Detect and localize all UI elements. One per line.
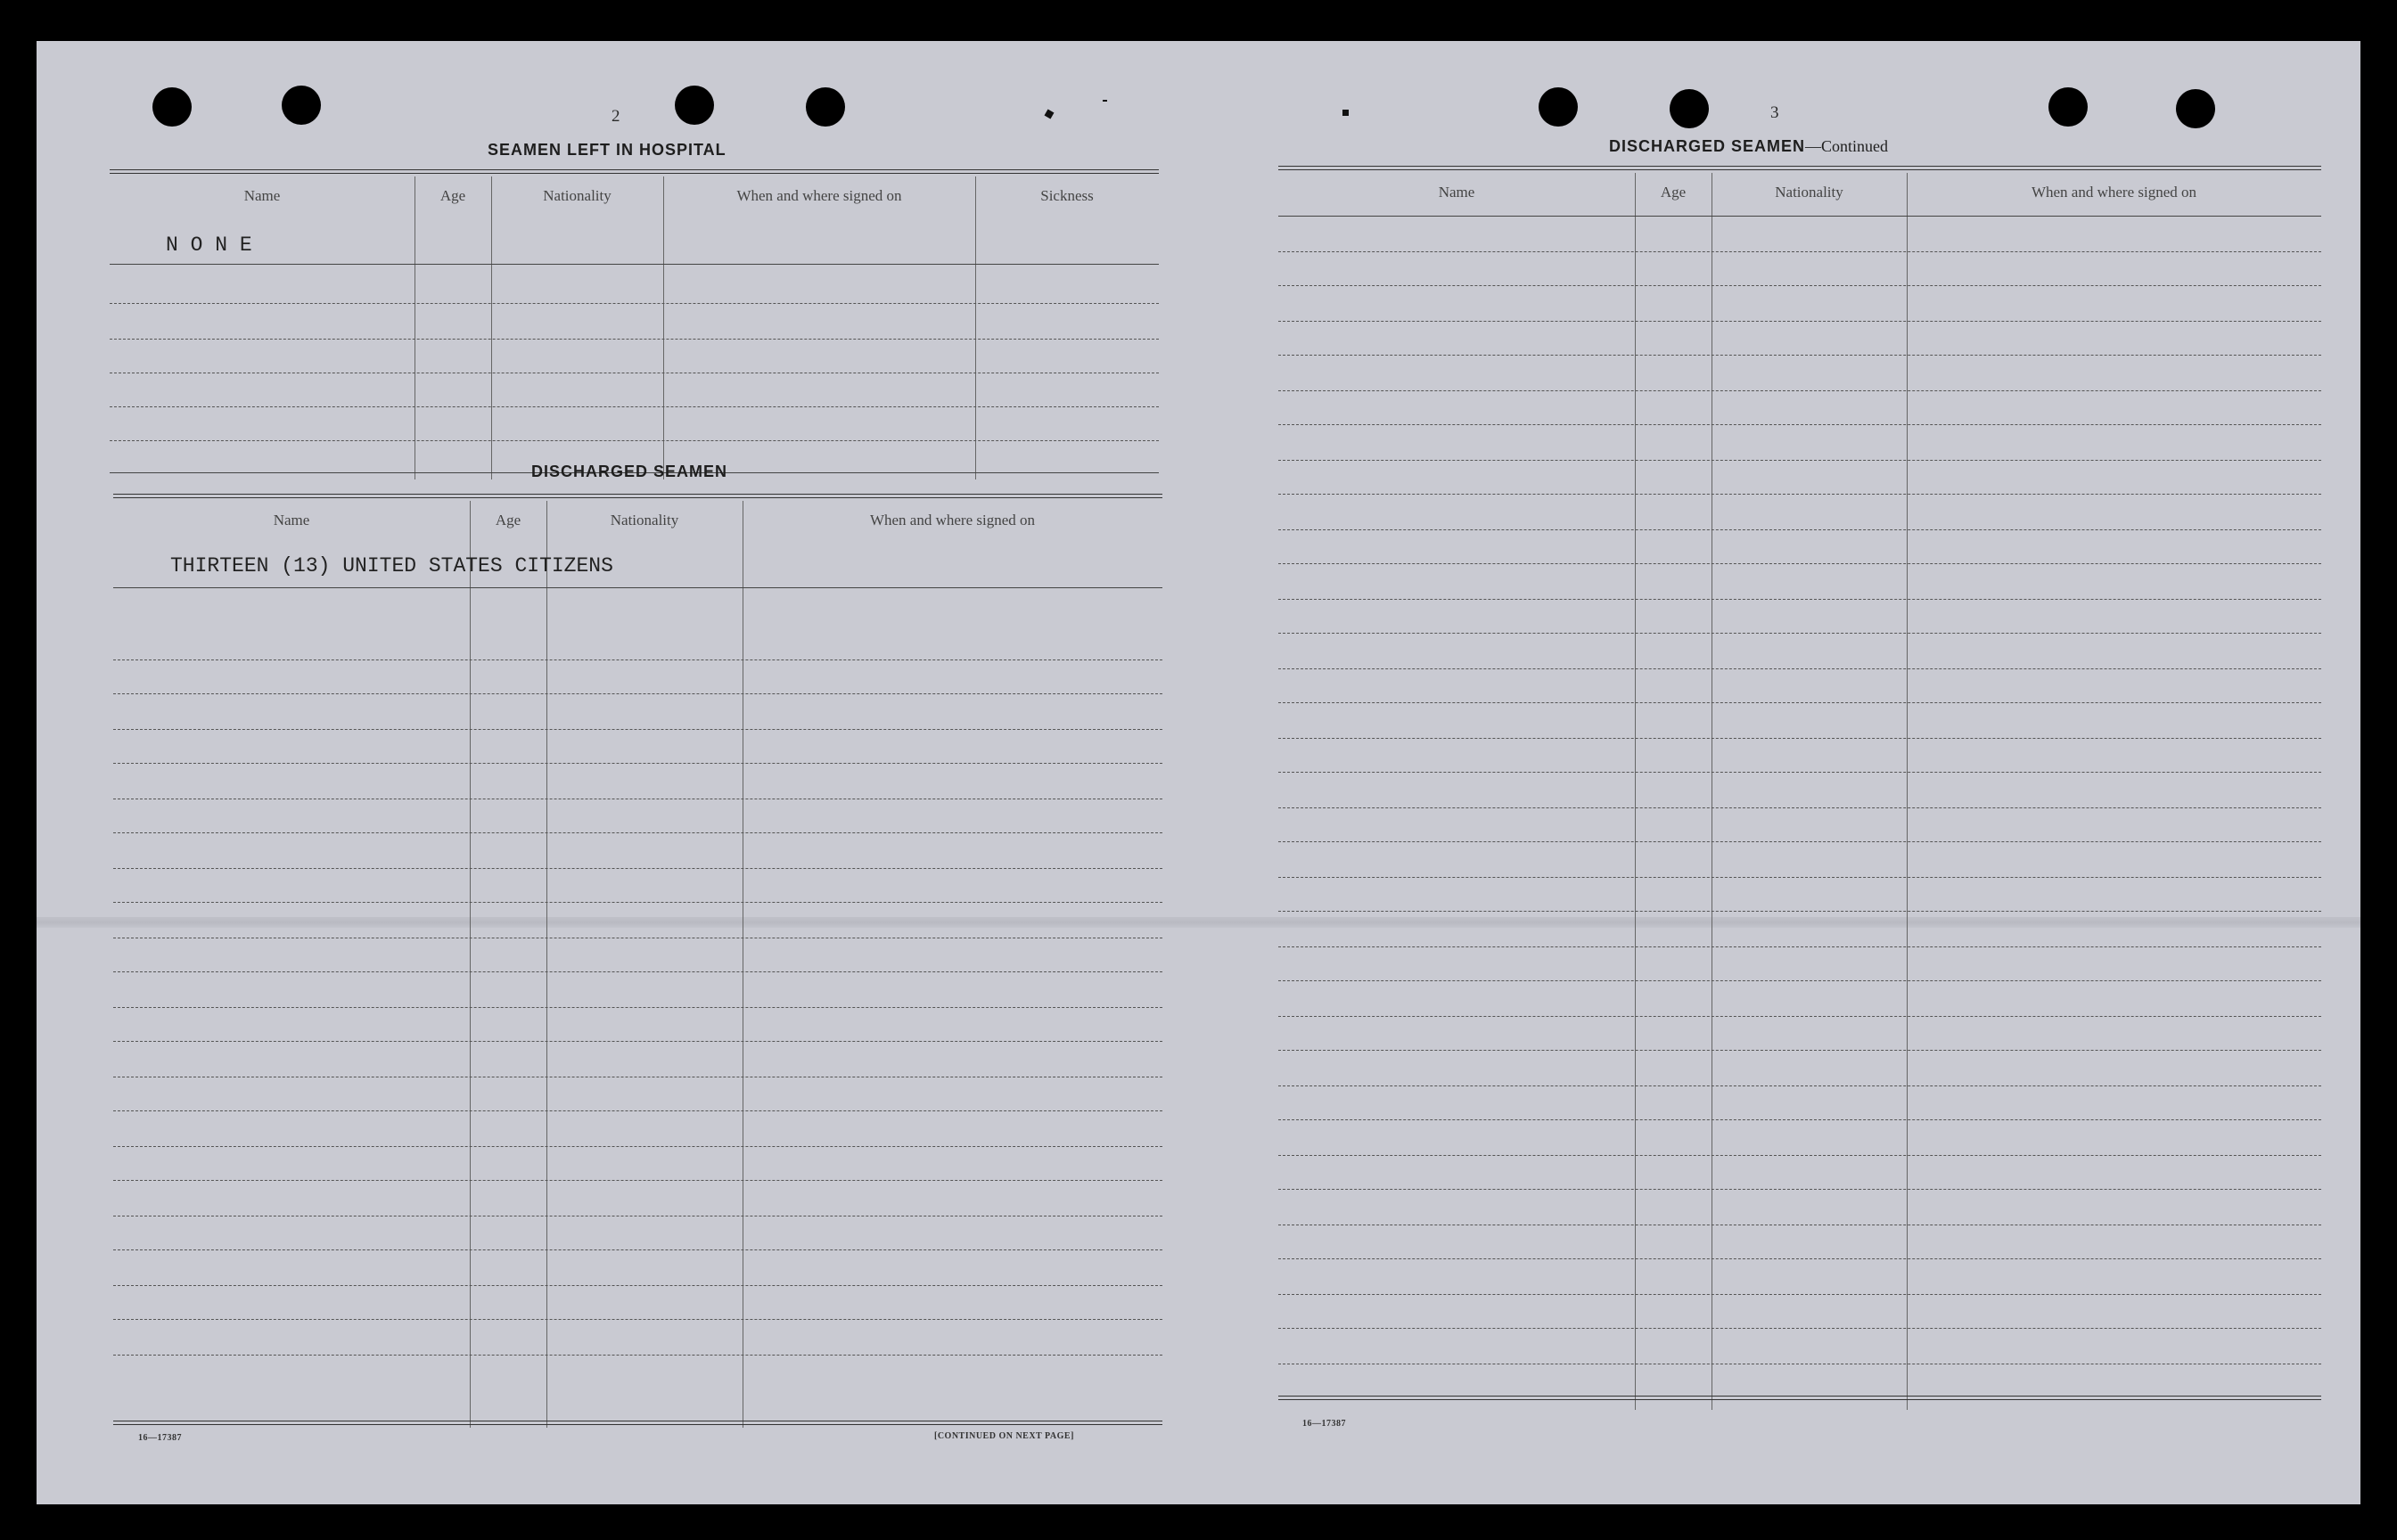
- column-header: Age: [495, 512, 521, 528]
- discharged-table: [113, 494, 1162, 1428]
- ink-speck: [1103, 100, 1107, 102]
- punch-hole: [2048, 87, 2088, 127]
- column-header: Nationality: [610, 512, 679, 528]
- punch-hole: [282, 86, 321, 125]
- form-number: 16—17387: [1302, 1419, 1346, 1429]
- column-header: Age: [1660, 184, 1687, 201]
- discharged-continued-table: [1278, 166, 2321, 1410]
- punch-hole: [2176, 89, 2215, 128]
- document-sheet: [37, 41, 2360, 1504]
- column-header: When and where signed on: [869, 512, 1036, 528]
- column-header: Name: [273, 512, 310, 528]
- column-header: When and where signed on: [2031, 184, 2197, 201]
- discharged-section-title: DISCHARGED SEAMEN: [531, 463, 728, 480]
- discharged-entry: THIRTEEN (13) UNITED STATES CITIZENS: [170, 554, 613, 578]
- punch-hole: [1670, 89, 1709, 128]
- punch-hole: [806, 87, 845, 127]
- hospital-entry: N O N E: [166, 233, 252, 257]
- column-header: When and where signed on: [736, 187, 902, 204]
- punch-hole: [1539, 87, 1578, 127]
- column-header: Age: [439, 187, 466, 204]
- punch-hole: [675, 86, 714, 125]
- form-number: 16—17387: [138, 1433, 182, 1443]
- column-header: Name: [1438, 184, 1475, 201]
- punch-hole: [152, 87, 192, 127]
- continued-title-main: DISCHARGED SEAMEN: [1609, 137, 1806, 155]
- continued-title-suffix: —Continued: [1805, 137, 1889, 155]
- column-header: Name: [243, 187, 281, 204]
- continued-note: [CONTINUED ON NEXT PAGE]: [934, 1431, 1074, 1441]
- hospital-section-title: SEAMEN LEFT IN HOSPITAL: [488, 141, 726, 159]
- page-number: 2: [612, 107, 620, 126]
- continued-section-title: [1609, 137, 1888, 156]
- ink-speck: [1342, 110, 1349, 116]
- hospital-table: [110, 169, 1159, 479]
- page-number: 3: [1770, 103, 1779, 122]
- column-header: Sickness: [1040, 187, 1094, 204]
- column-header: Nationality: [543, 187, 612, 204]
- ink-speck: [1045, 110, 1055, 119]
- column-header: Nationality: [1775, 184, 1843, 201]
